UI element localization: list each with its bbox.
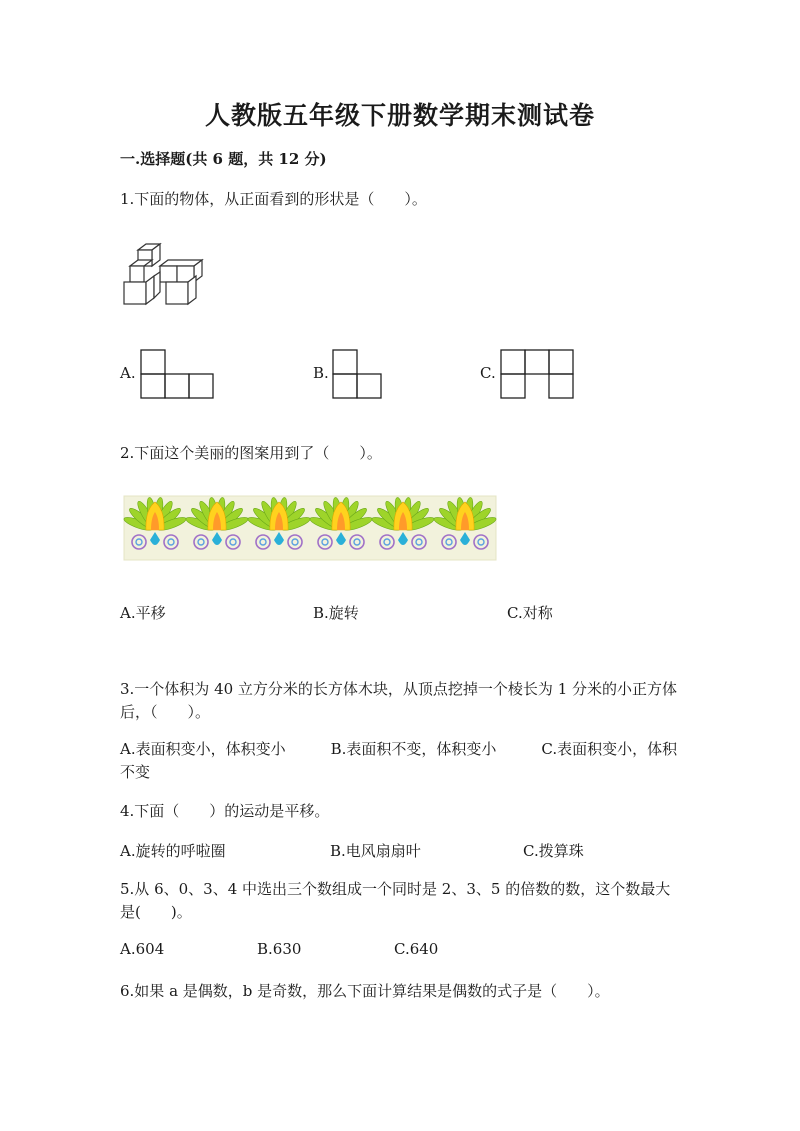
q4-option-b: B.电风扇扇叶 <box>330 842 421 860</box>
q5-option-b: B.630 <box>257 940 302 958</box>
q1-option-b-shape <box>332 349 384 399</box>
question-1: 1.下面的物体，从正面看到的形状是（ ）。 <box>120 190 427 208</box>
q1-option-b: B. <box>313 364 329 382</box>
question-4: 4.下面（ ）的运动是平移。 <box>120 802 330 820</box>
q2-option-b: B.旋转 <box>313 604 359 622</box>
question-3: 3.一个体积为 40 立方分米的长方体木块，从顶点挖掉一个棱长为 1 分米的小正方体后，（ ）。 <box>120 680 678 721</box>
section-heading: 一.选择题(共 6 题，共 12 分) <box>120 150 327 168</box>
question-2: 2.下面这个美丽的图案用到了（ ）。 <box>120 444 382 462</box>
q4-option-c: C.拨算珠 <box>523 842 584 860</box>
q5-option-c: C.640 <box>394 940 439 958</box>
q1-option-a-shape <box>140 349 216 399</box>
q1-option-c: C. <box>480 364 496 382</box>
q4-option-a: A.旋转的呼啦圈 <box>120 842 226 860</box>
question-6: 6.如果 a 是偶数，b 是奇数，那么下面计算结果是偶数的式子是（ ）。 <box>120 982 610 1000</box>
q2-option-a: A.平移 <box>120 604 166 622</box>
flower-border-pattern-image <box>124 496 496 560</box>
q3-options: A.表面积变小，体积变小 B.表面积不变，体积变小 C.表面积变小，体积不变 <box>120 740 678 781</box>
page-title: 人教版五年级下册数学期末测试卷 <box>204 101 595 130</box>
cube-stack-figure <box>124 244 206 306</box>
q5-option-a: A.604 <box>120 940 165 958</box>
q1-option-a: A. <box>120 364 136 382</box>
q2-option-c: C.对称 <box>507 604 553 622</box>
q1-option-c-shape <box>500 349 576 399</box>
question-5: 5.从 6、0、3、4 中选出三个数组成一个同时是 2、3、5 的倍数的数，这个数最大是( )。 <box>120 880 671 921</box>
